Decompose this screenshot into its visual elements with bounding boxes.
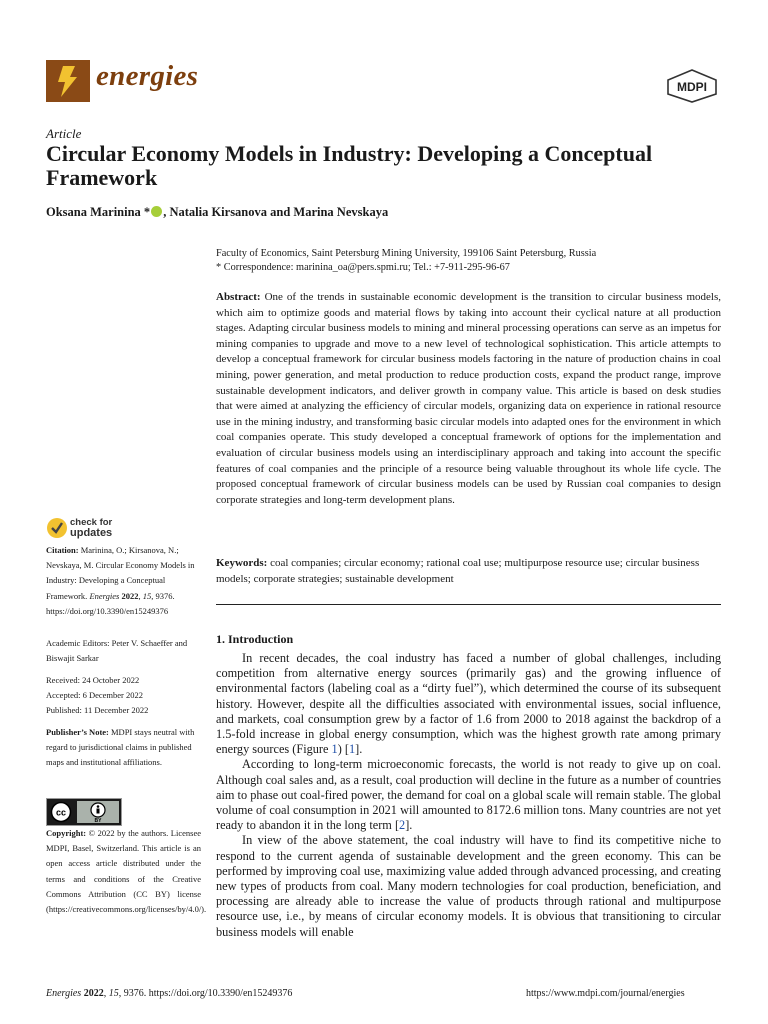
check-updates-icon: [46, 516, 68, 540]
svg-text:cc: cc: [55, 807, 67, 818]
citation-link[interactable]: 1: [348, 742, 356, 757]
correspondence: * Correspondence: marinina_oa@pers.spmi.ru; Tel.: +7-911-295-96-67: [216, 262, 510, 273]
academic-editors: Academic Editors: Peter V. Schaeffer and Biswajit Sarkar: [46, 638, 188, 664]
citation-block: Citation: Marinina, O.; Kirsanova, N.; Nevskaya, M. Circular Economy Models in Industry: Developing a Conceptual Framework. Energies 2022, 15, 9376. https://doi.org/10.3390/en15249376: [46, 545, 195, 616]
author-list: [46, 205, 388, 220]
author-others: , Natalia Kirsanova and Marina Nevskaya: [163, 205, 389, 219]
mdpi-logo: [664, 68, 720, 104]
paragraph: According to long-term microeconomic forecasts, the world is not ready to give up on coal. Although coal sales and, as a result, coal production will decline in the future as a number of countries aim to phase out coal-fired power, the demand for coal on a global scale will remain stable. The global volume of coal consumption in 2021 will amounted to 8172.6 million tons. Many countries are not yet ready to abandon it in the long term [2].: [216, 757, 721, 833]
keywords: [216, 556, 721, 587]
journal-name: energies: [96, 60, 199, 92]
section-heading: 1. Introduction: [216, 632, 294, 646]
check-updates-label[interactable]: check for updates: [70, 517, 113, 539]
publisher-name: MDPI: [677, 80, 707, 94]
lightning-icon: [46, 60, 90, 102]
abstract-text: One of the trends in sustainable economic development is the transition to circular business models, which aim to optimize goods and material flows by taking into account their cyclical nature at all production stages. Adapting circular business models to mining and mineral processing operations can serve as an impetus for mining companies to upgrade and move to a new level of technological sophistication. This article attempts to develop a conceptual framework for circular business models factoring in the nature of production chains in coal mining, power generation, and metal production to reduce production costs, expand the product range, improve sustainable development indicators, and deliver growth in company value. This article is based on desk studies that were aimed at analyzing the efficiency of circular models, organizing data on experience in rational resource use in the mining industry, and transforming basic circular models into adapted ones for the environment in which coal companies operate. This study developed a conceptual framework of options for the implementation and evaluation of circular business models using an interdisciplinary approach and taking into account the specific features of coal companies and the principle of a resource being valuable throughout its whole life cycle. The proposed conceptual framework of circular business models can be used by Russian coal companies to design corporate strategies and long-term development plans.: [216, 291, 721, 506]
cc-license-badge[interactable]: [46, 798, 122, 826]
published-date: Published: 11 December 2022: [46, 705, 149, 716]
orcid-icon[interactable]: [151, 206, 162, 217]
dates-block: [46, 673, 201, 719]
footer-citation: Energies 2022, 15, 9376. https://doi.org/10.3390/en15249376: [46, 988, 293, 999]
figure-link[interactable]: 1: [331, 742, 338, 757]
paragraph: In view of the above statement, the coal industry will have to find its competitive niche to respond to the current agenda of sustainable development and the green economy. This can be performed by improving coal use, maximizing value added through advanced processing, and creating new types of products from coal. Many modern technologies for coal production, beneficiation, and processing are already able to increase the value of products through rational and multipurpose resource use, i.e., by means of circular economy models. It is obvious that transitioning to circular business models will enable: [216, 833, 721, 939]
divider: [216, 604, 721, 605]
keywords-text: coal companies; circular economy; rational coal use; multipurpose resource use; circular business models; corporate strategies; sustainable development: [216, 557, 700, 585]
citation-link[interactable]: 2: [399, 818, 406, 833]
affiliation-block: [216, 247, 736, 275]
author-primary: Oksana Marinina *: [46, 205, 151, 219]
abstract-label: Abstract:: [216, 291, 261, 303]
keywords-label: Keywords:: [216, 557, 268, 569]
received-date: Received: 24 October 2022: [46, 675, 140, 685]
accepted-date: Accepted: 6 December 2022: [46, 690, 143, 701]
affiliation: Faculty of Economics, Saint Petersburg Mining University, 199106 Saint Petersburg, Russia: [216, 248, 597, 259]
copyright-block: Copyright: © 2022 by the authors. Licensee MDPI, Basel, Switzerland. This article is an open access article distributed under the terms and conditions of the Creative Commons Attribution (CC BY) license (https://creativecommons.org/licenses/by/4.0/).: [46, 828, 207, 915]
paragraph: In recent decades, the coal industry has faced a number of global challenges, including competition from alternative energy sources (primarily gas) and the growing influence of environmental factors (labeling coal as a “dirty fuel”), which determined the course of its subsequent history. However, despite all the difficulties associated with environmental issues, social influence, and markets, coal consumption grew by a factor of 1.6 from 2000 to 2018 against the backdrop of a 1.5-fold increase in global energy consumption, which was the highest growth rate among primary energy sources (Figure 1) [1].: [216, 651, 721, 757]
cc-by-icon: [47, 799, 121, 825]
article-type: Article: [46, 126, 82, 141]
publisher-note: Publisher’s Note: MDPI stays neutral with regard to jurisdictional claims in published maps and institutional affiliations.: [46, 727, 195, 768]
abstract: [216, 290, 721, 508]
article-title: Circular Economy Models in Industry: Developing a Conceptual Framework: [46, 141, 653, 190]
intro-body: [216, 651, 721, 940]
footer-journal-url[interactable]: https://www.mdpi.com/journal/energies: [526, 988, 685, 999]
journal-logo: [46, 60, 90, 102]
svg-text:BY: BY: [94, 818, 102, 824]
